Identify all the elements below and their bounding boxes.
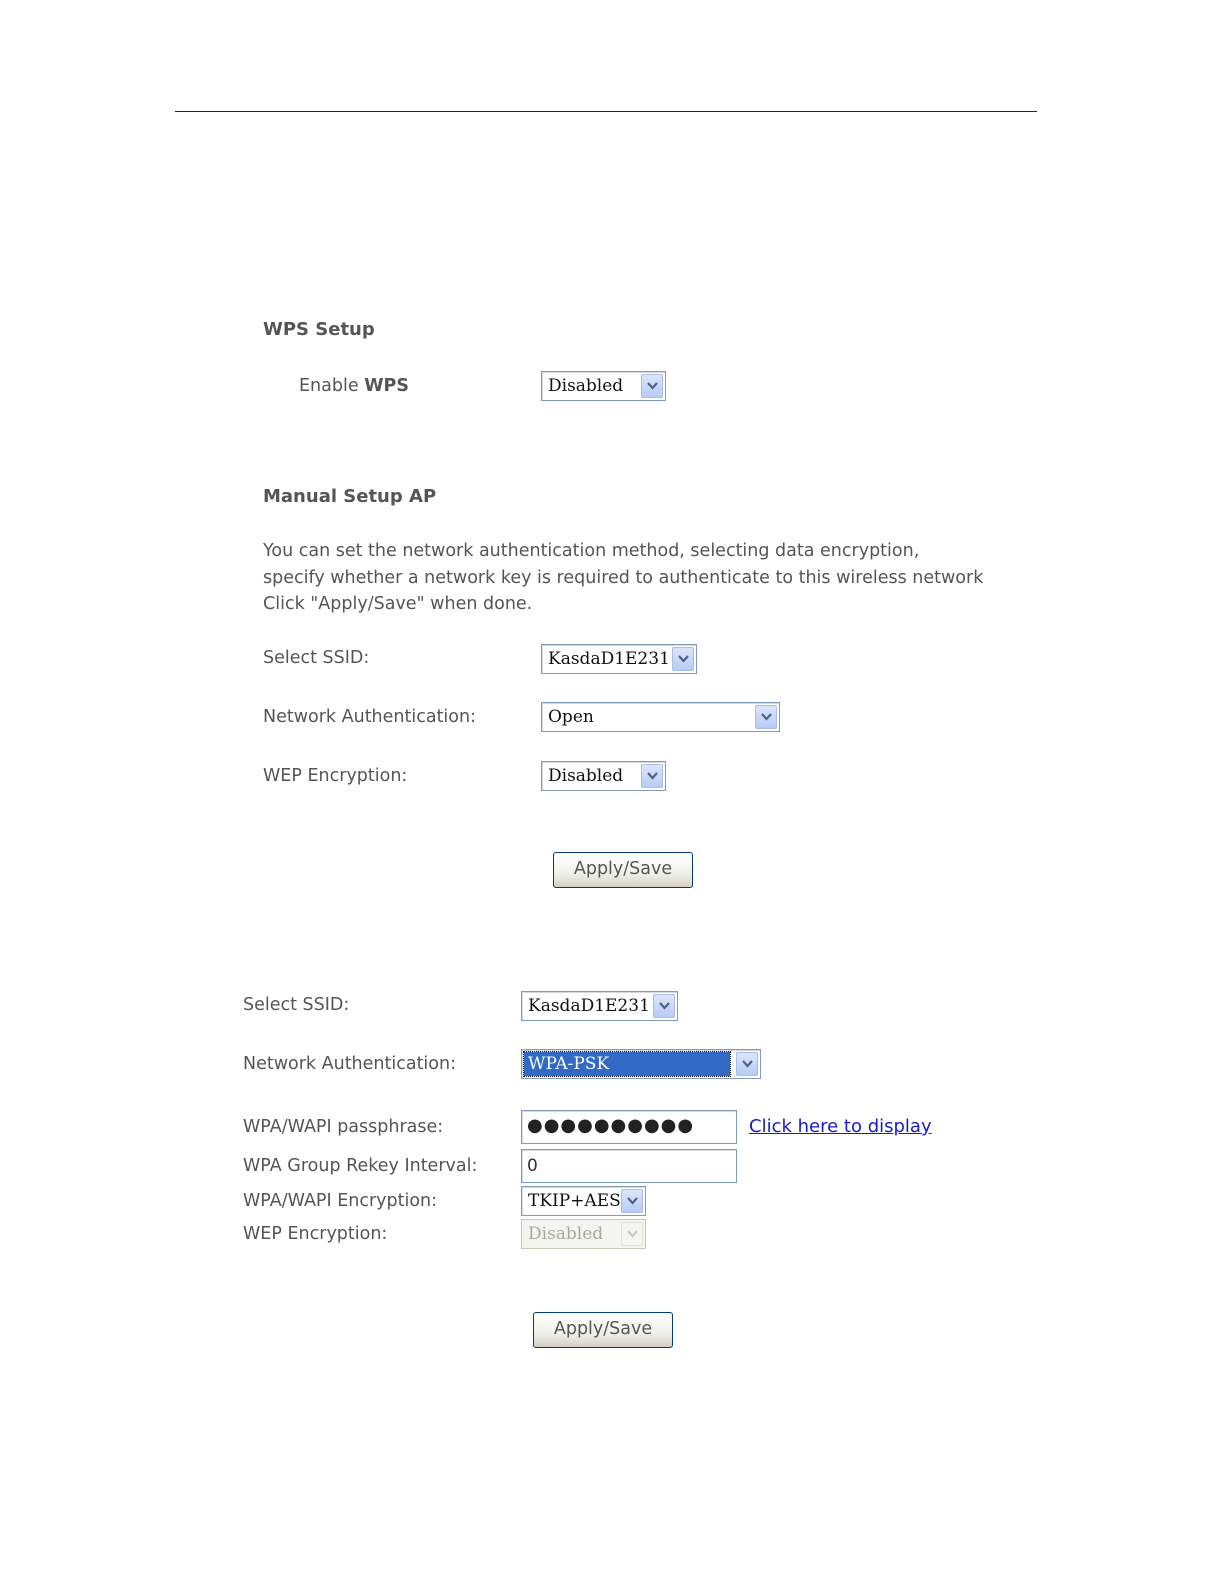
network-auth-dropdown[interactable] [541, 702, 780, 732]
chevron-down-icon [621, 1222, 643, 1246]
chevron-down-icon[interactable] [755, 705, 777, 729]
wep-encryption-dropdown[interactable] [541, 761, 666, 791]
enable-wps-value: Disabled [548, 376, 624, 396]
wep-encryption-label: WEP Encryption: [263, 766, 408, 786]
wpa-encryption-dropdown[interactable] [521, 1186, 646, 1216]
chevron-down-icon[interactable] [641, 764, 663, 788]
chevron-down-icon[interactable] [641, 374, 663, 398]
chevron-down-icon[interactable] [672, 647, 694, 671]
select-ssid-dropdown[interactable] [541, 644, 697, 674]
passphrase-value: ●●●●●●●●●● [527, 1115, 695, 1136]
network-auth-dropdown[interactable] [521, 1049, 761, 1079]
enable-wps-label [299, 376, 409, 396]
select-ssid-label: Select SSID: [243, 995, 350, 1015]
click-to-display-link[interactable]: Click here to display [749, 1116, 932, 1137]
rekey-interval-input[interactable] [521, 1149, 737, 1183]
select-ssid-dropdown[interactable] [521, 991, 678, 1021]
rekey-interval-value: 0 [527, 1156, 538, 1176]
top-rule [175, 111, 1037, 112]
wep-encryption-value: Disabled [548, 766, 624, 786]
wpa-encryption-label: WPA/WAPI Encryption: [243, 1191, 438, 1211]
apply-save-button[interactable]: Apply/Save [553, 852, 693, 888]
select-ssid-value: KasdaD1E231 [528, 996, 650, 1016]
wpa-encryption-value: TKIP+AES [528, 1191, 621, 1211]
chevron-down-icon[interactable] [736, 1052, 758, 1076]
wep-encryption-dropdown-disabled [521, 1219, 646, 1249]
description-line: specify whether a network key is required to authenticate to this wireless network [263, 567, 984, 588]
enable-wps-label-bold: WPS [364, 376, 409, 396]
wps-setup-heading: WPS Setup [263, 319, 375, 340]
network-auth-label: Network Authentication: [243, 1054, 456, 1074]
manual-setup-description [263, 538, 983, 618]
manual-setup-heading: Manual Setup AP [263, 486, 437, 507]
enable-wps-select[interactable] [541, 371, 666, 401]
wep-encryption-label: WEP Encryption: [243, 1224, 388, 1244]
enable-wps-label-prefix: Enable [299, 376, 365, 396]
rekey-interval-label: WPA Group Rekey Interval: [243, 1156, 478, 1176]
select-ssid-value: KasdaD1E231 [548, 649, 670, 669]
description-line: Click "Apply/Save" when done. [263, 594, 533, 614]
passphrase-input[interactable] [521, 1110, 737, 1144]
network-auth-value: WPA-PSK [524, 1052, 730, 1076]
network-auth-value: Open [548, 707, 594, 727]
select-ssid-label: Select SSID: [263, 648, 370, 668]
description-line: You can set the network authentication method, selecting data encryption, [263, 541, 920, 561]
wep-encryption-value: Disabled [528, 1224, 604, 1244]
network-auth-label: Network Authentication: [263, 707, 476, 727]
chevron-down-icon[interactable] [653, 994, 675, 1018]
chevron-down-icon[interactable] [621, 1189, 643, 1213]
apply-save-button[interactable]: Apply/Save [533, 1312, 673, 1348]
passphrase-label: WPA/WAPI passphrase: [243, 1117, 444, 1137]
